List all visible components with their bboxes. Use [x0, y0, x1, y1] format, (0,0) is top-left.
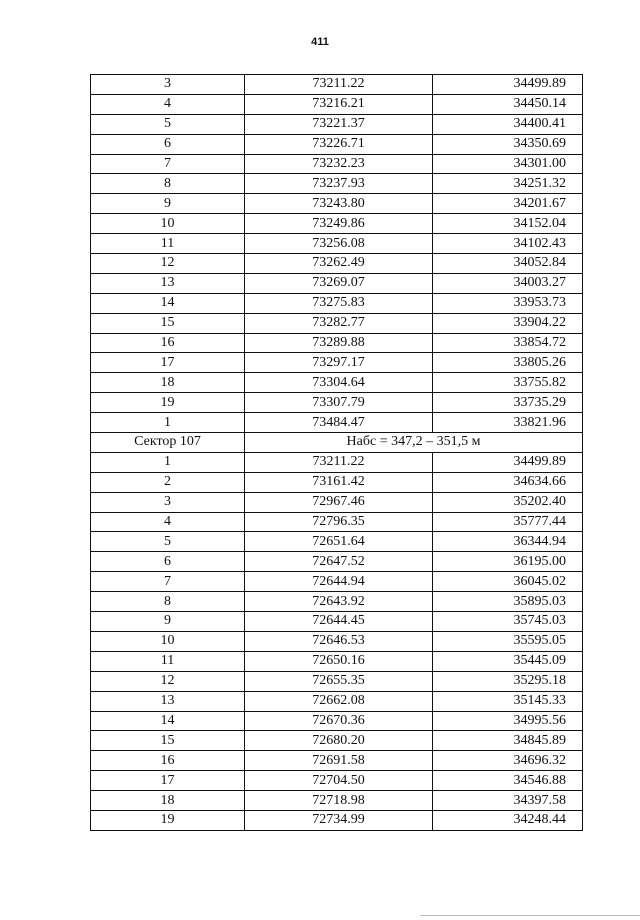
point-number-cell: 3	[91, 492, 245, 512]
y-coordinate-cell: 34152.04	[433, 214, 583, 234]
table-row	[91, 612, 583, 632]
x-coordinate-cell: 72644.45	[245, 612, 433, 632]
table-row	[91, 731, 583, 751]
table-row	[91, 691, 583, 711]
point-number-cell: 5	[91, 532, 245, 552]
table-row	[91, 75, 583, 95]
y-coordinate-cell: 35595.05	[433, 631, 583, 651]
table-row	[91, 313, 583, 333]
table-row	[91, 254, 583, 274]
y-coordinate-cell: 35895.03	[433, 592, 583, 612]
y-coordinate-cell: 34397.58	[433, 791, 583, 811]
point-number-cell: 12	[91, 671, 245, 691]
x-coordinate-cell: 72734.99	[245, 810, 433, 830]
x-coordinate-cell: 72796.35	[245, 512, 433, 532]
x-coordinate-cell: 72646.53	[245, 631, 433, 651]
x-coordinate-cell: 73249.86	[245, 214, 433, 234]
y-coordinate-cell: 34102.43	[433, 234, 583, 254]
y-coordinate-cell: 34003.27	[433, 273, 583, 293]
point-number-cell: 11	[91, 234, 245, 254]
y-coordinate-cell: 35445.09	[433, 651, 583, 671]
y-coordinate-cell: 34350.69	[433, 134, 583, 154]
x-coordinate-cell: 73282.77	[245, 313, 433, 333]
table-row	[91, 353, 583, 373]
table-row	[91, 512, 583, 532]
table-row	[91, 671, 583, 691]
x-coordinate-cell: 72704.50	[245, 771, 433, 791]
table-row	[91, 214, 583, 234]
x-coordinate-cell: 73297.17	[245, 353, 433, 373]
table-row	[91, 114, 583, 134]
y-coordinate-cell: 34499.89	[433, 75, 583, 95]
table-row	[91, 771, 583, 791]
y-coordinate-cell: 34450.14	[433, 94, 583, 114]
table-body-before	[91, 75, 583, 433]
x-coordinate-cell: 73211.22	[245, 75, 433, 95]
x-coordinate-cell: 73226.71	[245, 134, 433, 154]
x-coordinate-cell: 72644.94	[245, 572, 433, 592]
x-coordinate-cell: 73221.37	[245, 114, 433, 134]
y-coordinate-cell: 34546.88	[433, 771, 583, 791]
point-number-cell: 8	[91, 174, 245, 194]
table-row	[91, 194, 583, 214]
point-number-cell: 17	[91, 353, 245, 373]
table-row	[91, 154, 583, 174]
x-coordinate-cell: 73289.88	[245, 333, 433, 353]
point-number-cell: 11	[91, 651, 245, 671]
table-row	[91, 592, 583, 612]
page-number: 411	[311, 36, 329, 48]
x-coordinate-cell: 72718.98	[245, 791, 433, 811]
point-number-cell: 10	[91, 214, 245, 234]
table-row	[91, 234, 583, 254]
table-row	[91, 293, 583, 313]
point-number-cell: 7	[91, 572, 245, 592]
x-coordinate-cell: 72651.64	[245, 532, 433, 552]
table-row	[91, 174, 583, 194]
y-coordinate-cell: 33735.29	[433, 393, 583, 413]
x-coordinate-cell: 73484.47	[245, 413, 433, 433]
sector-header	[91, 433, 583, 453]
y-coordinate-cell: 34052.84	[433, 254, 583, 274]
x-coordinate-cell: 73307.79	[245, 393, 433, 413]
y-coordinate-cell: 34696.32	[433, 751, 583, 771]
point-number-cell: 6	[91, 134, 245, 154]
y-coordinate-cell: 36195.00	[433, 552, 583, 572]
point-number-cell: 18	[91, 791, 245, 811]
x-coordinate-cell: 72643.92	[245, 592, 433, 612]
point-number-cell: 14	[91, 293, 245, 313]
x-coordinate-cell: 73304.64	[245, 373, 433, 393]
point-number-cell: 5	[91, 114, 245, 134]
table-row	[91, 711, 583, 731]
point-number-cell: 19	[91, 810, 245, 830]
y-coordinate-cell: 36344.94	[433, 532, 583, 552]
point-number-cell: 4	[91, 94, 245, 114]
table-row	[91, 572, 583, 592]
y-coordinate-cell: 33755.82	[433, 373, 583, 393]
table-row	[91, 791, 583, 811]
x-coordinate-cell: 73211.22	[245, 452, 433, 472]
y-coordinate-cell: 36045.02	[433, 572, 583, 592]
table-row	[91, 631, 583, 651]
table-row	[91, 134, 583, 154]
point-number-cell: 13	[91, 691, 245, 711]
y-coordinate-cell: 34845.89	[433, 731, 583, 751]
point-number-cell: 17	[91, 771, 245, 791]
x-coordinate-cell: 73232.23	[245, 154, 433, 174]
sector-height-range: Набс = 347,2 – 351,5 м	[245, 433, 583, 453]
point-number-cell: 18	[91, 373, 245, 393]
y-coordinate-cell: 35202.40	[433, 492, 583, 512]
table-row	[91, 472, 583, 492]
x-coordinate-cell: 73262.49	[245, 254, 433, 274]
x-coordinate-cell: 73216.21	[245, 94, 433, 114]
point-number-cell: 9	[91, 194, 245, 214]
y-coordinate-cell: 34400.41	[433, 114, 583, 134]
y-coordinate-cell: 34499.89	[433, 452, 583, 472]
point-number-cell: 2	[91, 472, 245, 492]
x-coordinate-cell: 73243.80	[245, 194, 433, 214]
x-coordinate-cell: 73256.08	[245, 234, 433, 254]
table-body-after	[91, 452, 583, 830]
point-number-cell: 4	[91, 512, 245, 532]
x-coordinate-cell: 72680.20	[245, 731, 433, 751]
y-coordinate-cell: 34301.00	[433, 154, 583, 174]
x-coordinate-cell: 72670.36	[245, 711, 433, 731]
table-row	[91, 810, 583, 830]
point-number-cell: 3	[91, 75, 245, 95]
point-number-cell: 9	[91, 612, 245, 632]
x-coordinate-cell: 72650.16	[245, 651, 433, 671]
y-coordinate-cell: 33854.72	[433, 333, 583, 353]
sector-row	[91, 433, 583, 453]
point-number-cell: 15	[91, 731, 245, 751]
x-coordinate-cell: 73275.83	[245, 293, 433, 313]
scan-artifact-line	[420, 915, 640, 916]
y-coordinate-cell: 34251.32	[433, 174, 583, 194]
y-coordinate-cell: 33904.22	[433, 313, 583, 333]
point-number-cell: 8	[91, 592, 245, 612]
table-row	[91, 333, 583, 353]
y-coordinate-cell: 33953.73	[433, 293, 583, 313]
y-coordinate-cell: 34995.56	[433, 711, 583, 731]
point-number-cell: 1	[91, 413, 245, 433]
point-number-cell: 14	[91, 711, 245, 731]
point-number-cell: 12	[91, 254, 245, 274]
point-number-cell: 19	[91, 393, 245, 413]
point-number-cell: 15	[91, 313, 245, 333]
table-row	[91, 94, 583, 114]
x-coordinate-cell: 73161.42	[245, 472, 433, 492]
table-row	[91, 552, 583, 572]
point-number-cell: 1	[91, 452, 245, 472]
sector-label: Сектор 107	[91, 433, 245, 453]
x-coordinate-cell: 72647.52	[245, 552, 433, 572]
x-coordinate-cell: 72691.58	[245, 751, 433, 771]
y-coordinate-cell: 34201.67	[433, 194, 583, 214]
point-number-cell: 7	[91, 154, 245, 174]
y-coordinate-cell: 35145.33	[433, 691, 583, 711]
table-row	[91, 751, 583, 771]
y-coordinate-cell: 34248.44	[433, 810, 583, 830]
table-row	[91, 393, 583, 413]
coordinates-table	[90, 74, 583, 831]
y-coordinate-cell: 35777.44	[433, 512, 583, 532]
point-number-cell: 16	[91, 333, 245, 353]
table-row	[91, 373, 583, 393]
point-number-cell: 6	[91, 552, 245, 572]
x-coordinate-cell: 73237.93	[245, 174, 433, 194]
table-row	[91, 273, 583, 293]
table-row	[91, 532, 583, 552]
y-coordinate-cell: 35295.18	[433, 671, 583, 691]
point-number-cell: 13	[91, 273, 245, 293]
table-row	[91, 492, 583, 512]
table-row	[91, 651, 583, 671]
point-number-cell: 16	[91, 751, 245, 771]
x-coordinate-cell: 72967.46	[245, 492, 433, 512]
point-number-cell: 10	[91, 631, 245, 651]
x-coordinate-cell: 72662.08	[245, 691, 433, 711]
y-coordinate-cell: 33805.26	[433, 353, 583, 373]
y-coordinate-cell: 35745.03	[433, 612, 583, 632]
table-row	[91, 452, 583, 472]
x-coordinate-cell: 72655.35	[245, 671, 433, 691]
y-coordinate-cell: 33821.96	[433, 413, 583, 433]
table-row	[91, 413, 583, 433]
x-coordinate-cell: 73269.07	[245, 273, 433, 293]
y-coordinate-cell: 34634.66	[433, 472, 583, 492]
